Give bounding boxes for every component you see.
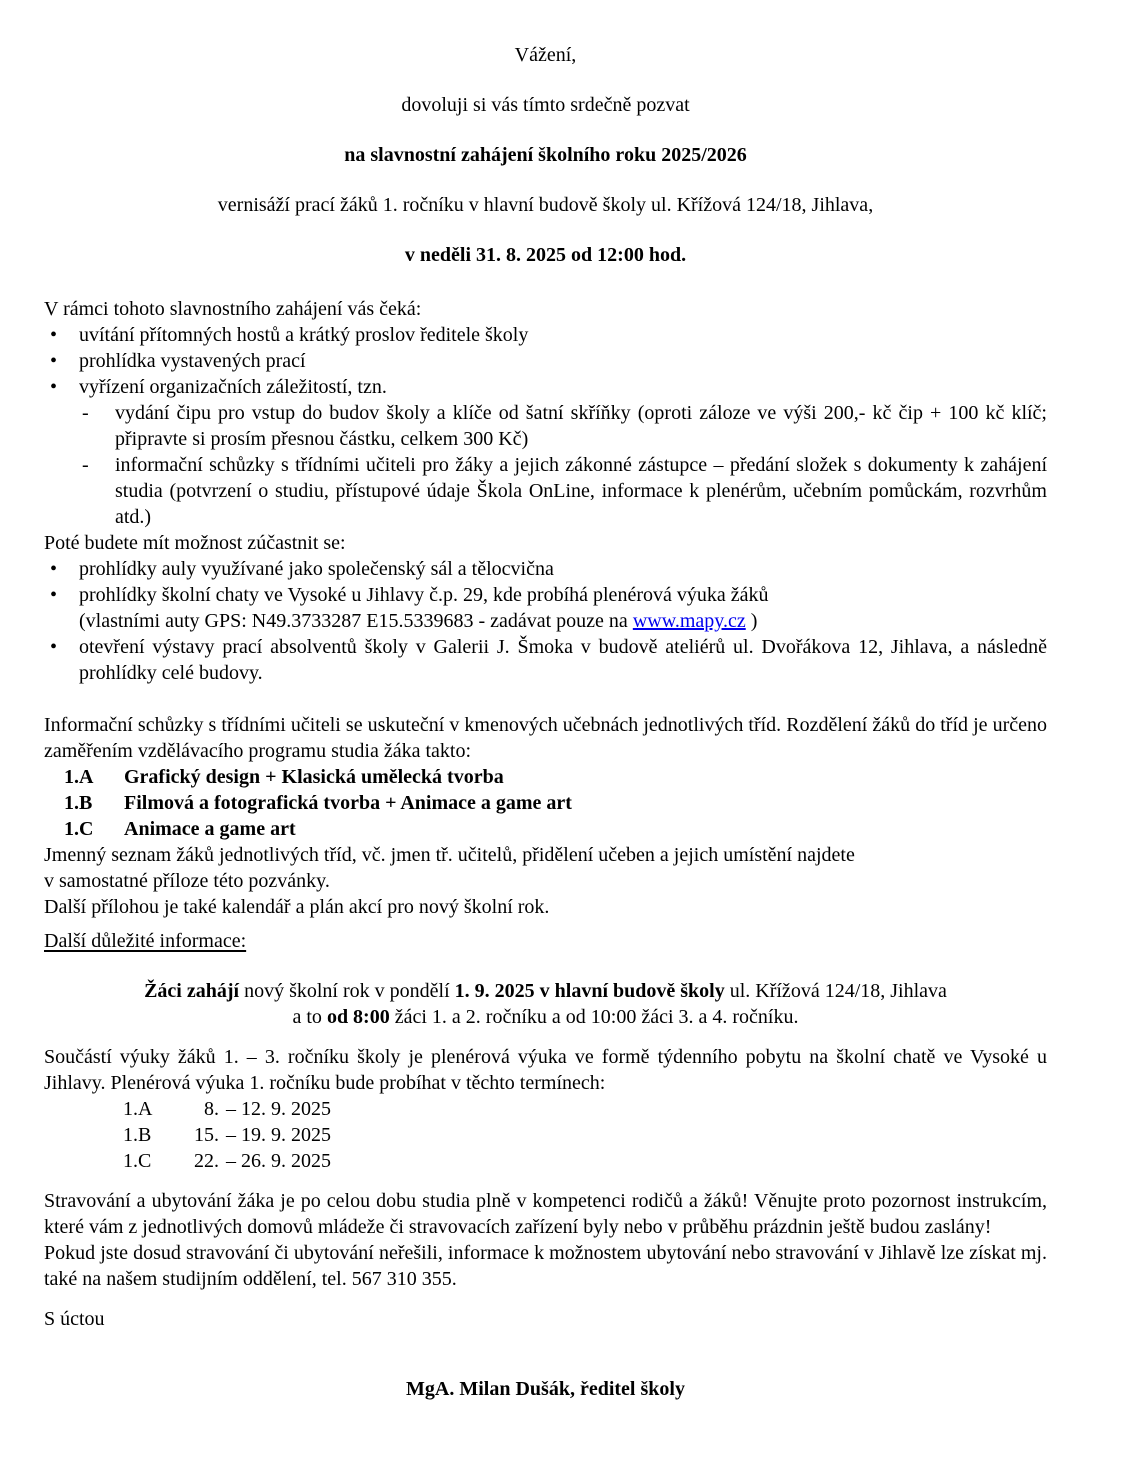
program-subitem-text: informační schůzky s třídními učiteli pro žáky a jejich zákonné zástupce – předání složek s dokumenty k zahájení studia (potvrzení o studiu, přístupové údaje Škola OnLine, informace k plenérům, učebním pomůckám, rozvrhům atd.) [115,454,1047,528]
school-start-line1: Žáci zahájí nový školní rok v pondělí 1. 9. 2025 v hlavní budově školy ul. Křížová 124/18, Jihlava [144,980,947,1002]
closing-regards: S úctou [44,1308,105,1330]
plenair-date-row-1c [44,1148,1047,1174]
class-label: 1.B [64,792,93,814]
dash-icon: - [82,402,89,424]
tour-item-text: otevření výstavy prací absolventů školy v Galerii J. Šmoka v budově ateliérů ul. Dvořákova 12, Jihlava, a následně prohlídky celé budovy. [79,636,1047,684]
program-intro: V rámci tohoto slavnostního zahájení vás čeká: [44,298,422,320]
class-name: Animace a game art [124,818,296,840]
plenair-class-label: 1.A [123,1098,153,1120]
plenair-date-to: – 12. 9. 2025 [226,1098,331,1120]
school-start-line2: a to od 8:00 žáci 1. a 2. ročníku a od 10:00 žáci 3. a 4. ročníku. [292,1006,799,1028]
program-item-text: prohlídka vystavených prací [79,350,306,372]
plenair-date-to: – 26. 9. 2025 [226,1150,331,1172]
gps-text: (vlastními auty GPS: N49.3733287 E15.5339683 - zadávat pouze na [79,610,633,632]
calendar-note: Další přílohou je také kalendář a plán akcí pro nový školní rok. [44,896,550,918]
tour-item-text [79,582,1047,634]
attachment-note-line1: Jmenný seznam žáků jednotlivých tříd, vč. jmen tř. učitelů, přidělení učeben a jejich umístění najdete [44,844,855,866]
meals-paragraph-1: Stravování a ubytování žáka je po celou dobu studia plně v kompetenci rodičů a žáků! Věnujte proto pozornost instrukcím, které vám z jednotlivých domovů mládeže či stravovacích zařízení byly nebo v průběhu prázdnin ještě budou zaslány! [44,1190,1047,1238]
plenair-date-from: 15. [194,1124,219,1146]
tour-item-text: prohlídky auly využívané jako společenský sál a tělocvična [79,558,554,580]
tour-item-aula [44,556,1047,582]
program-item-admin [44,374,1047,400]
plenair-date-row-1b [44,1122,1047,1148]
tour-item-chata [44,582,1047,634]
event-datetime: v neděli 31. 8. 2025 od 12:00 hod. [404,244,687,266]
tour-item-galerie [44,634,1047,686]
after-program-heading: Poté budete mít možnost zúčastnit se: [44,532,346,554]
mapy-cz-link[interactable]: www.mapy.cz [632,610,746,632]
attachment-note-line2: v samostatné příloze této pozvánky. [44,870,330,892]
program-item-text: vyřízení organizačních záležitostí, tzn. [79,376,387,398]
class-label: 1.C [64,818,94,840]
plenair-class-label: 1.B [123,1124,152,1146]
bullet-icon: • [50,376,58,398]
bullet-icon: • [50,636,58,658]
class-label: 1.A [64,766,94,788]
class-name: Grafický design + Klasická umělecká tvorba [124,766,504,788]
chata-line1: prohlídky školní chaty ve Vysoké u Jihlavy č.p. 29, kde probíhá plenérová výuka žáků [79,584,769,606]
plenair-date-to: – 19. 9. 2025 [226,1124,331,1146]
event-description: vernisáží prací žáků 1. ročníku v hlavní budově školy ul. Křížová 124/18, Jihlava, [217,194,874,216]
class-row-1a [44,764,1047,790]
salutation: Vážení, [514,44,577,66]
bullet-icon: • [50,584,58,606]
program-subitem-chip [44,400,1047,452]
class-row-1c [44,816,1047,842]
plenair-date-from: 8. [204,1098,219,1120]
important-heading: Další důležité informace: [44,930,247,952]
bullet-icon: • [50,558,58,580]
plenair-date-row-1a [44,1096,1047,1122]
program-item-text: uvítání přítomných hostů a krátký proslov ředitele školy [79,324,529,346]
dash-icon: - [82,454,89,476]
plenair-class-label: 1.C [123,1150,152,1172]
attachment-note [44,842,1047,894]
event-title: na slavnostní zahájení školního roku 2025/2026 [344,144,747,166]
bullet-icon: • [50,350,58,372]
program-item-exhibit [44,348,1047,374]
invite-line: dovoluji si vás tímto srdečně pozvat [401,94,690,116]
plenair-intro: Součástí výuky žáků 1. – 3. ročníku školy je plenérová výuka ve formě týdenního pobytu na školní chatě ve Vysoké u Jihlavy. Plenérová výuka 1. ročníku bude probíhat v těchto termínech: [44,1046,1047,1094]
gps-text-suffix: ) [745,610,758,632]
program-item-welcome [44,322,1047,348]
program-subitem-meetings [44,452,1047,530]
bullet-icon: • [50,324,58,346]
meals-paragraph-2: Pokud jste dosud stravování či ubytování neřešili, informace k možnostem ubytování nebo stravování v Jihlavě lze získat mj. také na našem studijním oddělení, tel. 567 310 355. [44,1242,1047,1290]
program-subitem-text: vydání čipu pro vstup do budov školy a klíče od šatní skříňky (oproti záloze ve výši 200,- kč čip + 100 kč klíč; připravte si prosím přesnou částku, celkem 300 Kč) [115,402,1047,450]
plenair-date-from: 22. [194,1150,219,1172]
class-row-1b [44,790,1047,816]
class-name: Filmová a fotografická tvorba + Animace a game art [124,792,572,814]
signature: MgA. Milan Dušák, ředitel školy [406,1378,685,1400]
meetings-paragraph: Informační schůzky s třídními učiteli se uskuteční v kmenových učebnách jednotlivých tříd. Rozdělení žáků do tříd je určeno zaměřením vzdělávacího programu studia žáka takto: [44,714,1047,762]
